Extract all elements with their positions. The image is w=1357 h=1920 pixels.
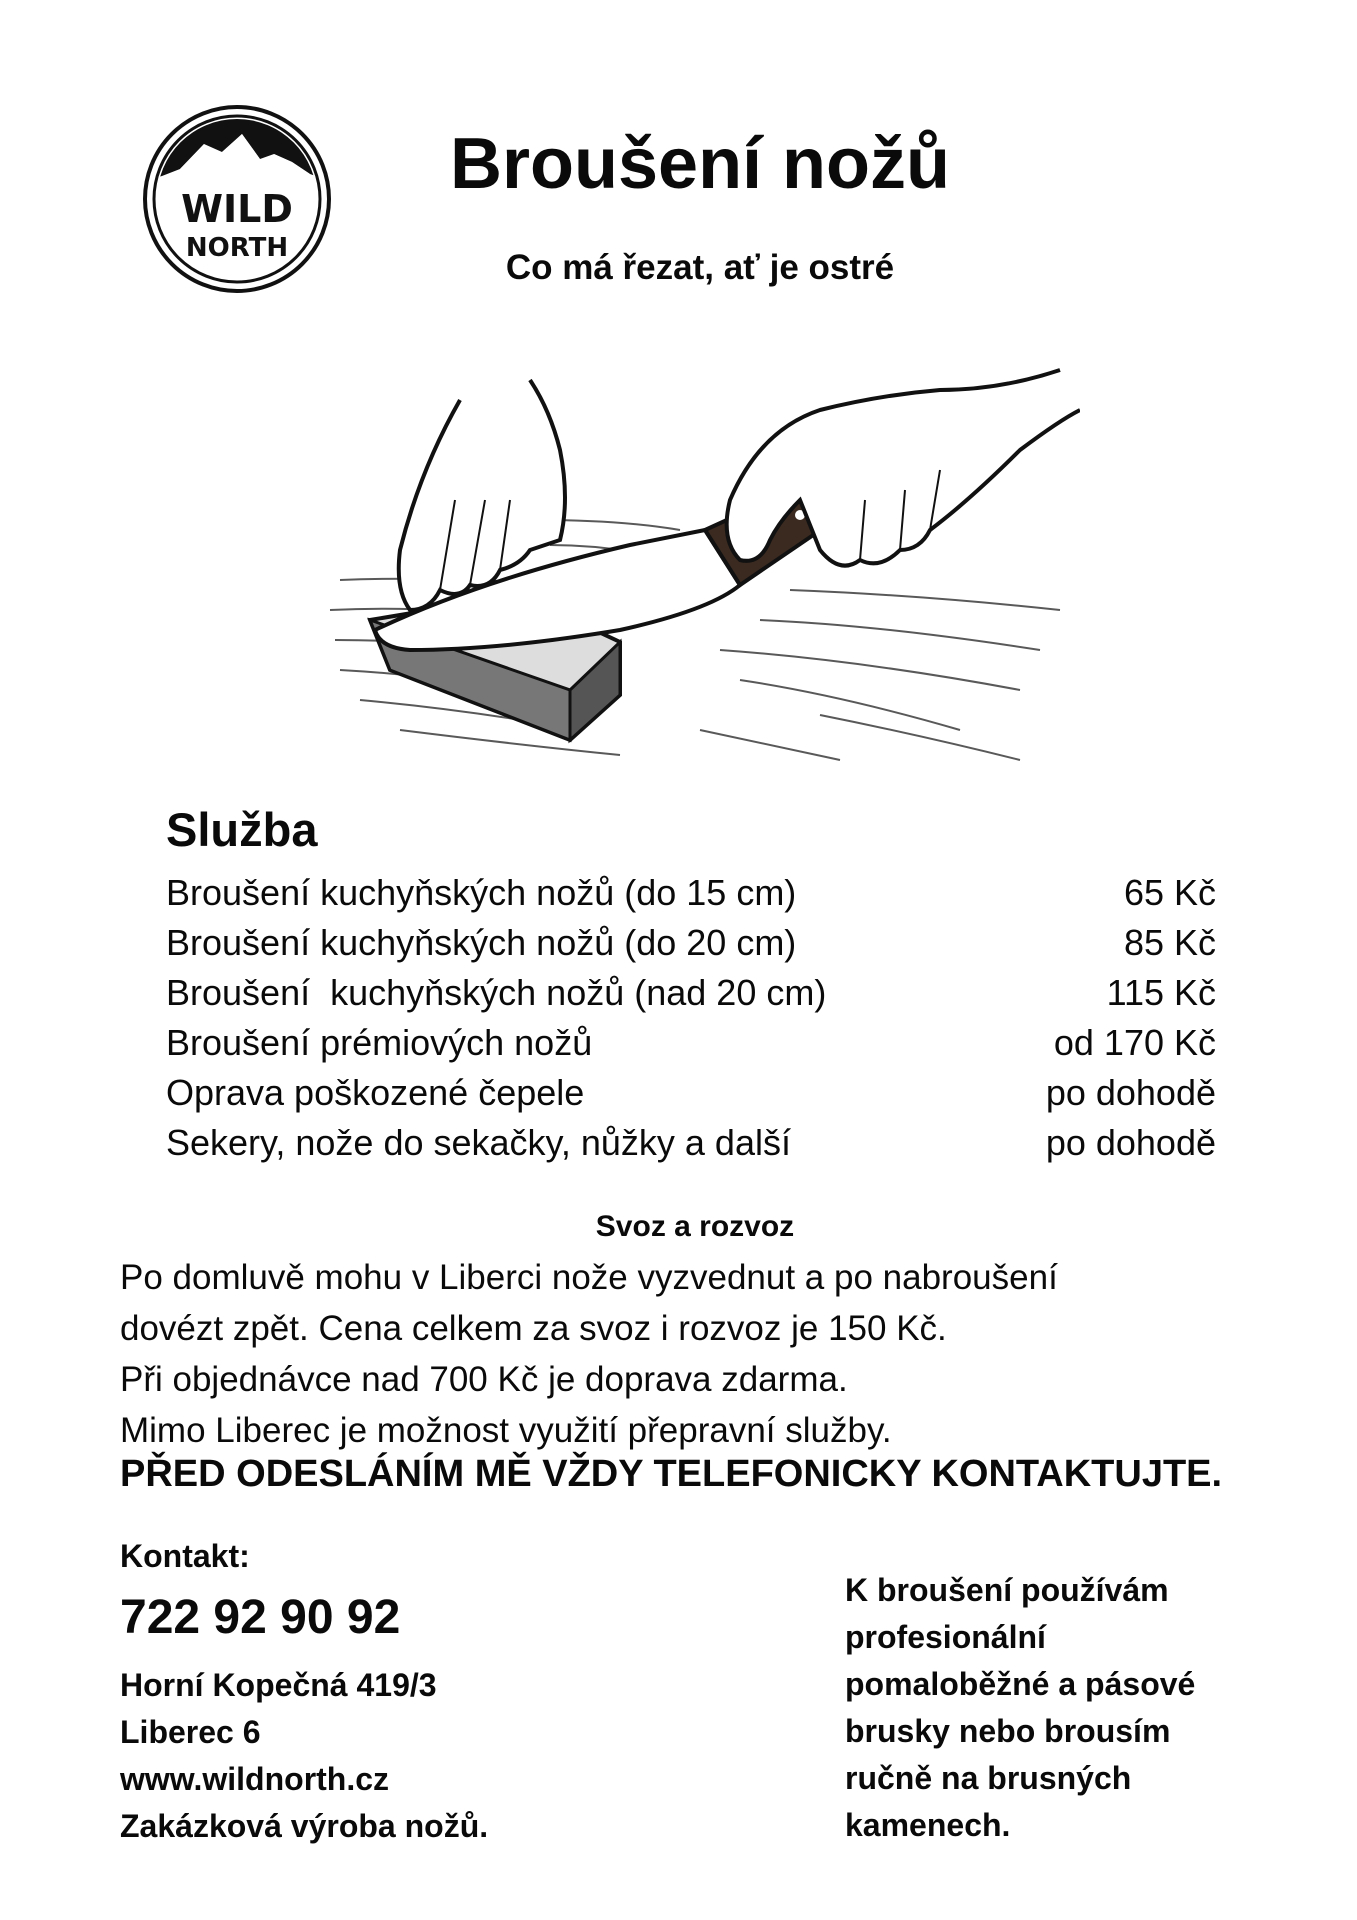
service-name: Broušení prémiových nožů bbox=[166, 1022, 593, 1063]
contact-address-city: Liberec 6 bbox=[120, 1714, 261, 1750]
service-name: Oprava poškozené čepele bbox=[166, 1072, 585, 1113]
service-price: po dohodě bbox=[1045, 1072, 1216, 1113]
service-price: 85 Kč bbox=[1123, 922, 1216, 963]
contact-phone[interactable]: 722 92 90 92 bbox=[120, 1591, 401, 1644]
service-price: 115 Kč bbox=[1106, 972, 1216, 1013]
service-price: po dohodě bbox=[1045, 1122, 1216, 1163]
delivery-line: Mimo Liberec je možnost využití přepravní služby. bbox=[120, 1411, 892, 1450]
contact-label: Kontakt: bbox=[120, 1538, 250, 1574]
delivery-description bbox=[120, 1252, 1300, 1456]
equipment-line: K broušení používám bbox=[845, 1572, 1169, 1608]
service-name: Broušení kuchyňských nožů (do 15 cm) bbox=[166, 872, 797, 913]
contact-tagline: Zakázková výroba nožů. bbox=[120, 1808, 489, 1844]
service-row bbox=[166, 968, 1216, 1018]
equipment-description bbox=[845, 1567, 1305, 1849]
service-row bbox=[166, 1068, 1216, 1118]
services-heading: Služba bbox=[166, 803, 318, 856]
equipment-line: profesionální bbox=[845, 1619, 1046, 1655]
service-name: Broušení kuchyňských nožů (do 20 cm) bbox=[166, 922, 797, 963]
contact-block bbox=[120, 1540, 488, 1850]
service-name: Broušení kuchyňských nožů (nad 20 cm) bbox=[166, 972, 827, 1013]
mountain-logo-icon bbox=[142, 104, 332, 294]
logo-text-north: NORTH bbox=[185, 233, 289, 263]
contact-address-street: Horní Kopečná 419/3 bbox=[120, 1667, 437, 1703]
service-price: 65 Kč bbox=[1123, 872, 1216, 913]
delivery-line: Po domluvě mohu v Liberci nože vyzvednut a po nabroušení bbox=[120, 1258, 1058, 1297]
equipment-line: kamenech. bbox=[845, 1807, 1011, 1843]
sharpening-illustration bbox=[320, 350, 1080, 770]
service-row bbox=[166, 1018, 1216, 1068]
delivery-line: Při objednávce nad 700 Kč je doprava zdarma. bbox=[120, 1360, 848, 1399]
service-row bbox=[166, 918, 1216, 968]
service-row bbox=[166, 1118, 1216, 1168]
delivery-line: dovézt zpět. Cena celkem za svoz i rozvoz je 150 Kč. bbox=[120, 1309, 947, 1348]
contact-warning: PŘED ODESLÁNÍM MĚ VŽDY TELEFONICKY KONTAKTUJTE. bbox=[120, 1453, 1223, 1495]
logo-text-wild: WILD bbox=[181, 187, 293, 231]
equipment-line: ručně na brusných bbox=[845, 1760, 1132, 1796]
service-price: od 170 Kč bbox=[1053, 1022, 1216, 1063]
page-title: Broušení nožů bbox=[450, 124, 950, 204]
delivery-heading: Svoz a rozvoz bbox=[595, 1210, 795, 1243]
page-subtitle: Co má řezat, ať je ostré bbox=[505, 248, 895, 287]
wild-north-logo bbox=[142, 104, 332, 294]
service-row bbox=[166, 868, 1216, 918]
service-name: Sekery, nože do sekačky, nůžky a další bbox=[166, 1122, 791, 1163]
services-price-list bbox=[166, 868, 1216, 1168]
contact-website-link[interactable]: www.wildnorth.cz bbox=[120, 1761, 390, 1797]
equipment-line: pomaloběžné a pásové bbox=[845, 1666, 1196, 1702]
equipment-line: brusky nebo brousím bbox=[845, 1713, 1171, 1749]
hands-sharpening-knife-on-whetstone-illustration bbox=[320, 350, 1080, 770]
